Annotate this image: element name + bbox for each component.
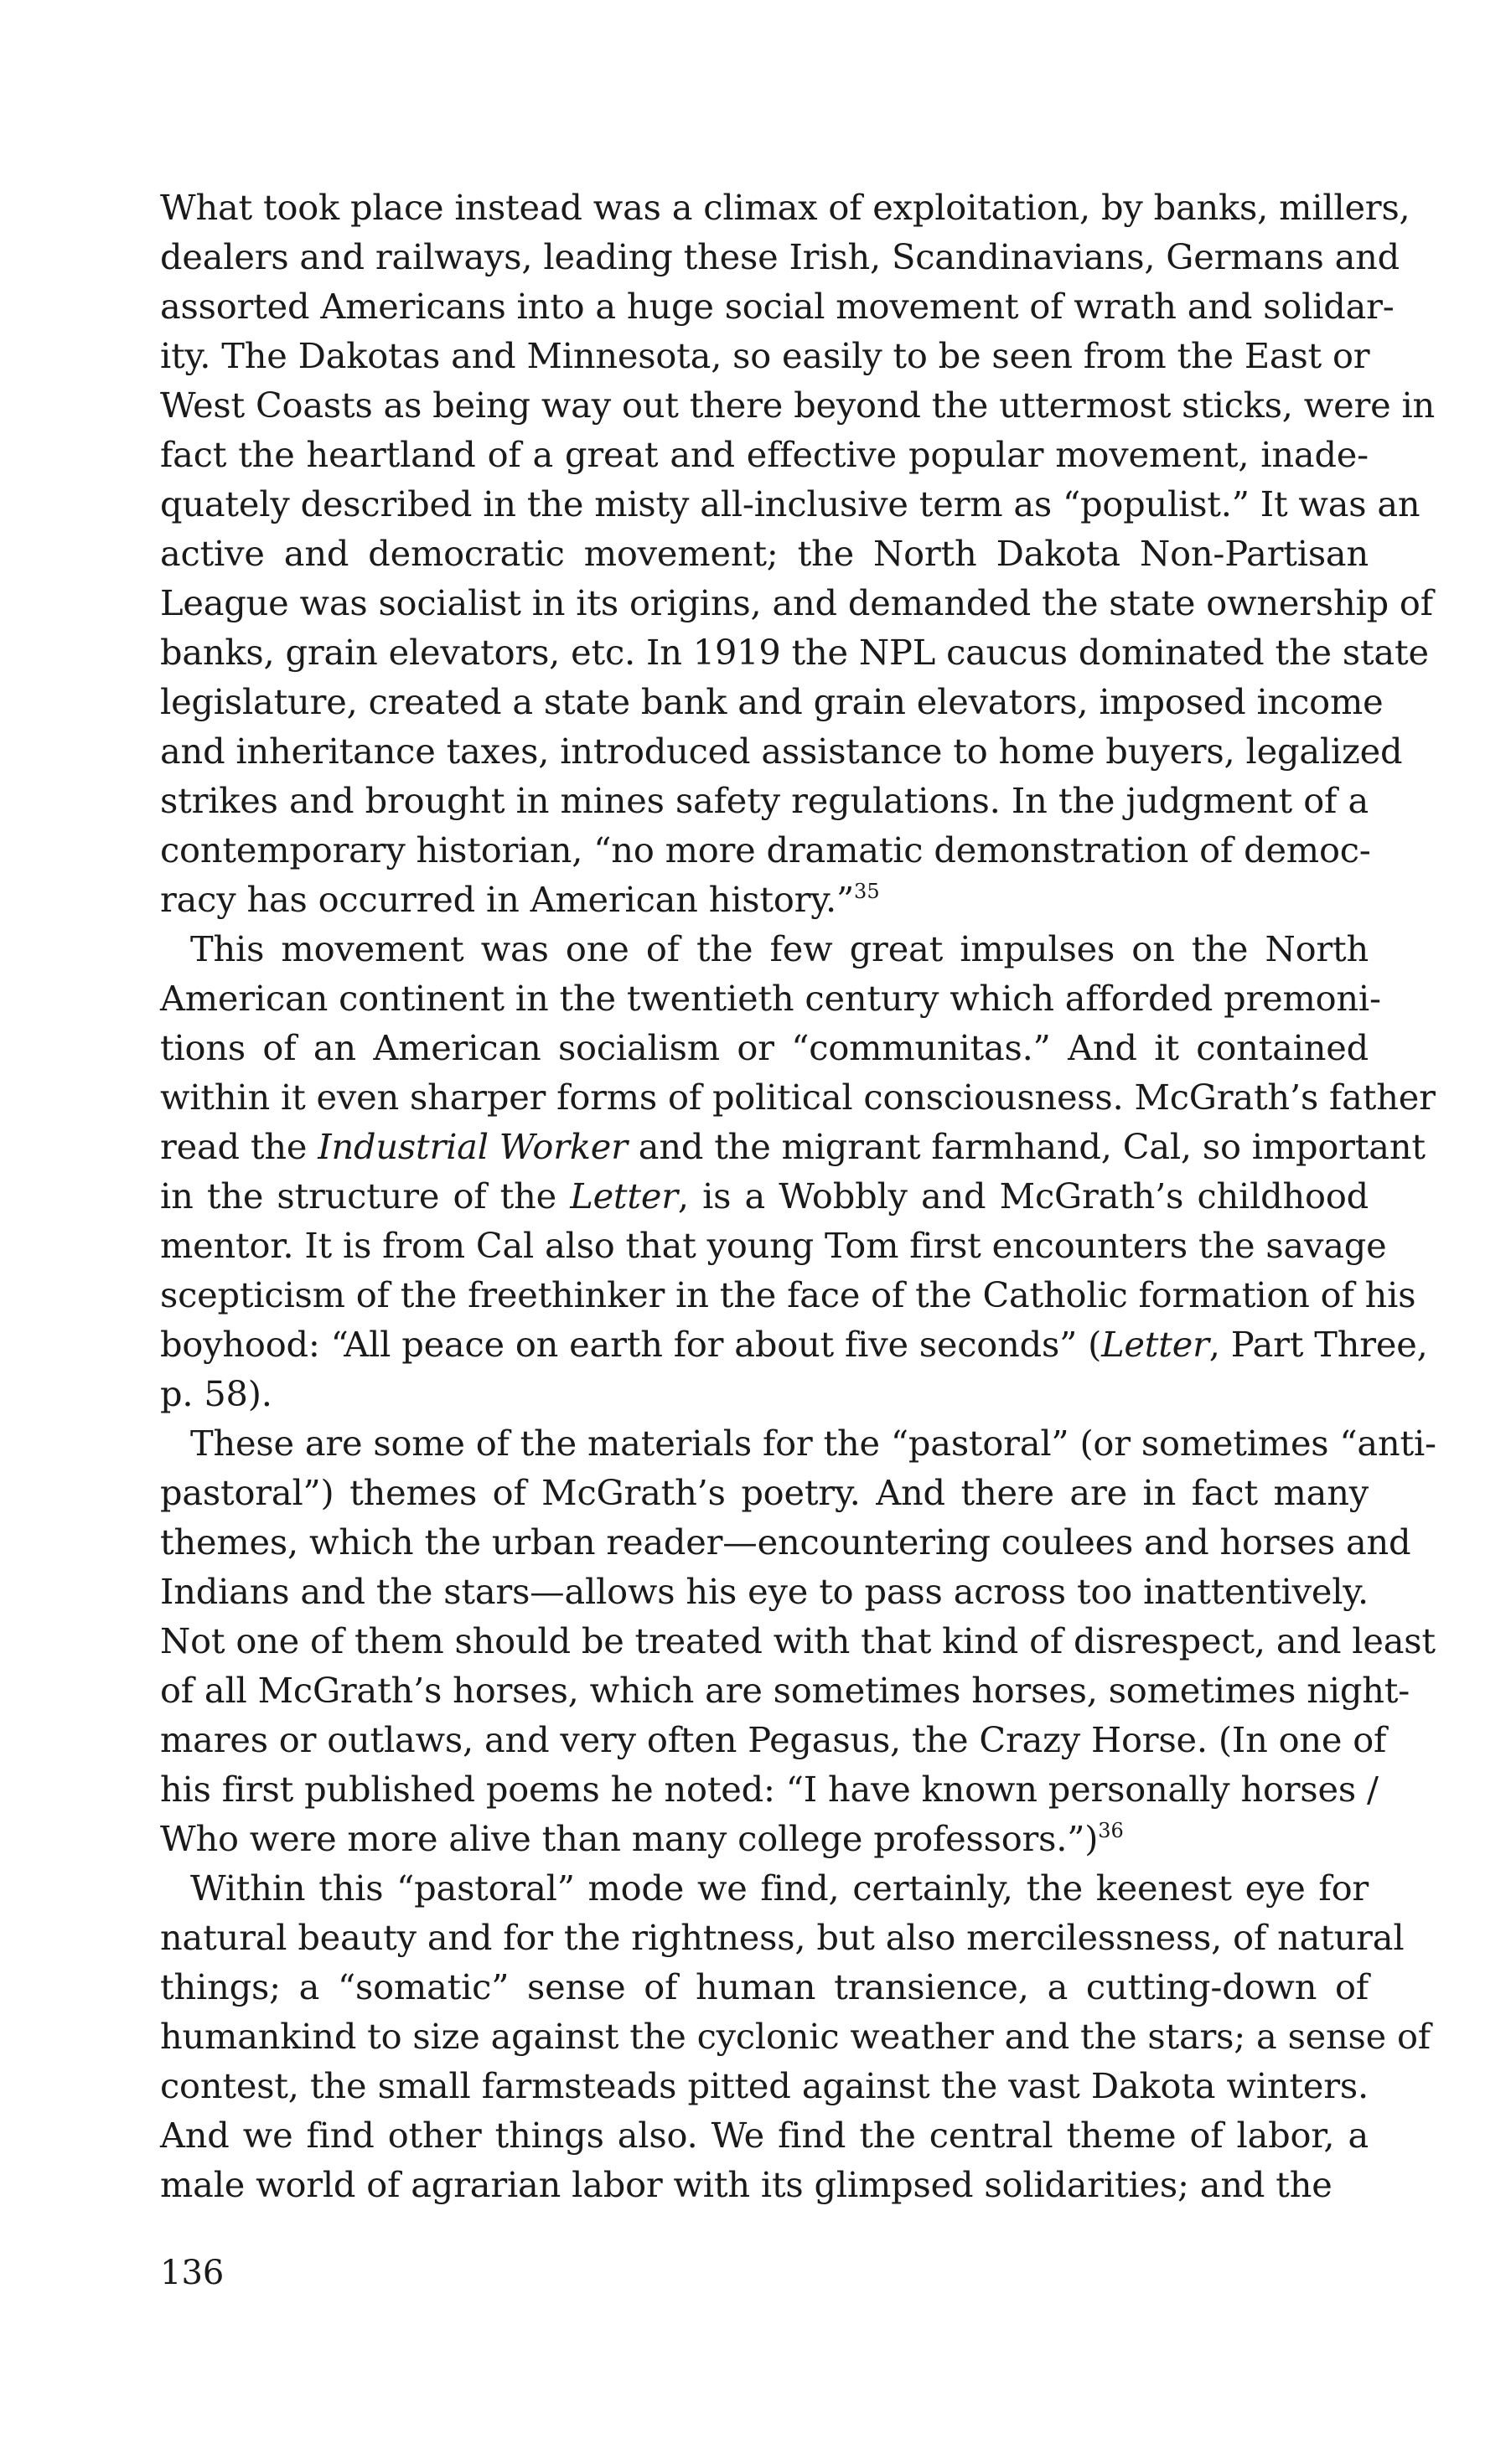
- text-run: things; a “somatic” sense of human transience, a cutting-down of: [160, 1966, 1369, 2007]
- text-run: and inheritance taxes, introduced assistance to home buyers, legalized: [160, 731, 1403, 772]
- text-run: legislature, created a state bank and grain elevators, imposed income: [160, 681, 1384, 722]
- text-run: read the: [160, 1126, 318, 1167]
- text-line: [160, 1863, 1369, 1913]
- text-line: [160, 183, 1410, 232]
- text-run: p. 58).: [160, 1373, 272, 1414]
- text-line: [160, 380, 1436, 430]
- text-line: [160, 282, 1395, 331]
- text-run: within it even sharper forms of political consciousness. McGrath’s father: [160, 1077, 1436, 1118]
- text-run: male world of agrarian labor with its glimpsed solidarities; and the: [160, 2164, 1332, 2205]
- text-line: [160, 1666, 1410, 1715]
- text-run: , Part Three,: [1208, 1324, 1428, 1365]
- text-line: [160, 924, 1369, 974]
- text-run: humankind to size against the cyclonic weather and the stars; a sense of: [160, 2016, 1431, 2057]
- text-run: American continent in the twentieth century which afforded premoni-: [160, 978, 1381, 1019]
- text-line: [160, 2160, 1369, 2209]
- text-line: [160, 776, 1369, 825]
- text-run: pastoral”) themes of McGrath’s poetry. And there are in fact many: [160, 1472, 1369, 1513]
- text-run: fact the heartland of a great and effective popular movement, inade-: [160, 434, 1369, 475]
- text-run: contest, the small farmsteads pitted against the vast Dakota winters.: [160, 2065, 1369, 2106]
- text-run: , is a Wobbly and McGrath’s childhood: [677, 1175, 1369, 1217]
- text-line: [160, 628, 1429, 677]
- text-run: scepticism of the freethinker in the face of the Catholic formation of his: [160, 1274, 1416, 1315]
- text-run: These are some of the materials for the “pastoral” (or sometimes “anti-: [190, 1423, 1436, 1464]
- text-line: [160, 2012, 1431, 2061]
- text-line: [160, 1962, 1369, 2012]
- text-run: Who were more alive than many college professors.”): [160, 1818, 1099, 1859]
- text-run: mares or outlaws, and very often Pegasus, the Crazy Horse. (In one of: [160, 1719, 1387, 1760]
- text-line: [160, 1270, 1416, 1320]
- paragraph: [160, 183, 1436, 924]
- footnote-marker: 35: [854, 880, 880, 903]
- text-line: [160, 1468, 1369, 1517]
- paragraph: [160, 1418, 1436, 1863]
- text-run: And we find other things also. We find the central theme of labor, a: [160, 2115, 1369, 2156]
- paragraph: [160, 924, 1436, 1418]
- text-run: West Coasts as being way out there beyond the uttermost sticks, were in: [160, 385, 1436, 426]
- text-line: [160, 1023, 1369, 1072]
- text-line: [160, 1764, 1379, 1814]
- text-run: of all McGrath’s horses, which are sometimes horses, sometimes night-: [160, 1670, 1410, 1711]
- italic-title: Letter: [570, 1175, 678, 1217]
- text-line: [160, 1715, 1387, 1764]
- text-line: [160, 677, 1384, 726]
- text-line: [160, 974, 1381, 1023]
- text-run: Not one of them should be treated with that kind of disrespect, and least: [160, 1620, 1436, 1661]
- text-run: What took place instead was a climax of exploitation, by banks, millers,: [160, 187, 1410, 228]
- text-line: [160, 331, 1369, 380]
- text-line: [160, 1171, 1369, 1221]
- text-line: [160, 1814, 1369, 1863]
- text-line: [160, 1072, 1436, 1122]
- text-run: themes, which the urban reader—encountering coulees and horses and: [160, 1521, 1411, 1563]
- text-line: [160, 529, 1369, 578]
- text-line: [160, 1567, 1369, 1616]
- text-run: mentor. It is from Cal also that young Tom first encounters the savage: [160, 1225, 1387, 1266]
- text-line: [160, 1616, 1436, 1666]
- italic-title: Industrial Worker: [318, 1126, 628, 1167]
- text-line: [160, 1369, 1369, 1418]
- text-run: assorted Americans into a huge social movement of wrath and solidar-: [160, 286, 1395, 327]
- text-line: [160, 1418, 1436, 1468]
- text-line: [160, 430, 1369, 479]
- book-page-body: [160, 183, 1436, 2209]
- text-run: his first published poems he noted: “I have known personally horses /: [160, 1769, 1379, 1810]
- text-run: ity. The Dakotas and Minnesota, so easily to be seen from the East or: [160, 335, 1370, 376]
- text-line: [160, 1517, 1411, 1567]
- footnote-marker: 36: [1098, 1819, 1124, 1842]
- text-line: [160, 1913, 1405, 1962]
- text-line: [160, 232, 1400, 282]
- text-line: [160, 578, 1433, 628]
- text-line: [160, 726, 1403, 776]
- text-line: [160, 1221, 1387, 1270]
- text-run: dealers and railways, leading these Irish, Scandinavians, Germans and: [160, 236, 1400, 277]
- page-number: 136: [160, 2254, 225, 2292]
- text-line: [160, 479, 1420, 529]
- text-line: [160, 1320, 1428, 1369]
- text-line: [160, 1122, 1426, 1171]
- text-line: [160, 2110, 1369, 2160]
- text-run: Within this “pastoral” mode we find, certainly, the keenest eye for: [190, 1867, 1369, 1909]
- text-line: [160, 875, 1369, 924]
- text-run: strikes and brought in mines safety regulations. In the judgment of a: [160, 780, 1369, 821]
- text-run: contemporary historian, “no more dramatic demonstration of democ-: [160, 829, 1371, 870]
- text-line: [160, 2061, 1369, 2110]
- text-run: quately described in the misty all-inclusive term as “populist.” It was an: [160, 483, 1420, 524]
- text-run: Indians and the stars—allows his eye to pass across too inattentively.: [160, 1571, 1369, 1612]
- text-run: and the migrant farmhand, Cal, so important: [627, 1126, 1426, 1167]
- text-run: tions of an American socialism or “communitas.” And it contained: [160, 1027, 1369, 1068]
- text-run: in the structure of the: [160, 1175, 571, 1217]
- text-run: boyhood: “All peace on earth for about five seconds” (: [160, 1324, 1102, 1365]
- text-line: [160, 825, 1369, 875]
- text-run: League was socialist in its origins, and demanded the state ownership of: [160, 582, 1433, 623]
- text-run: racy has occurred in American history.”: [160, 879, 855, 920]
- paragraph: [160, 1863, 1431, 2209]
- italic-title: Letter: [1101, 1324, 1209, 1365]
- text-block: [160, 183, 1436, 2209]
- text-run: natural beauty and for the rightness, but also mercilessness, of natural: [160, 1917, 1405, 1958]
- text-run: This movement was one of the few great impulses on the North: [190, 928, 1369, 969]
- text-run: active and democratic movement; the North Dakota Non-Partisan: [160, 533, 1369, 574]
- text-run: banks, grain elevators, etc. In 1919 the NPL caucus dominated the state: [160, 632, 1429, 673]
